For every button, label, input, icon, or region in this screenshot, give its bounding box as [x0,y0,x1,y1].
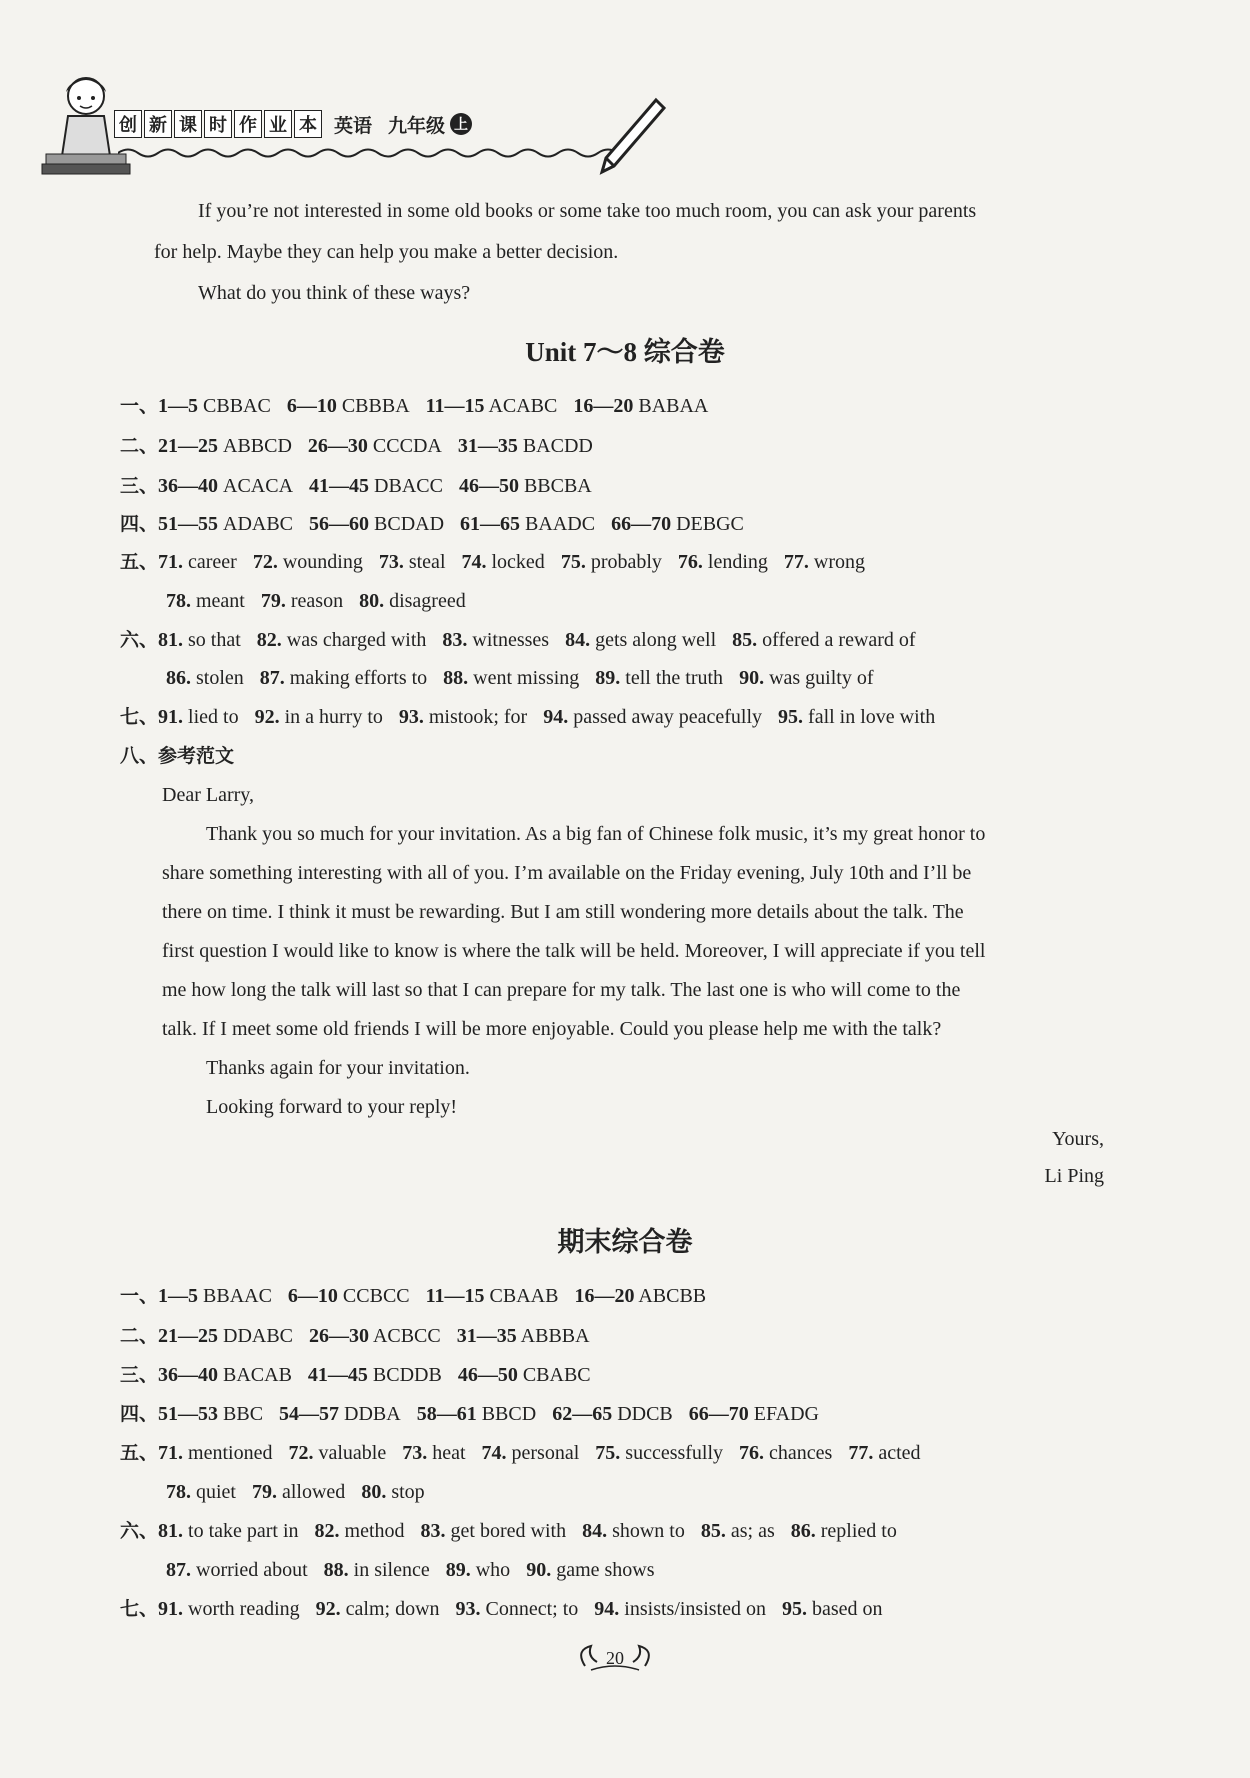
answer-row: 87. worried about 88. in silence 89. who 90. game shows [166,1559,655,1581]
answer-row: 78. quiet 79. allowed 80. stop [166,1481,425,1503]
letter-line: share something interesting with all of you. I’m available on the Friday evening, July 10th and I’ll be [162,862,972,884]
answer-row: 二、21—25 DDABC 26—30 ACBCC 31—35 ABBBA [120,1325,590,1347]
grade-label: 九年级 [388,114,446,137]
brand-char: 创 [114,110,142,138]
letter-line: there on time. I think it must be rewarding. But I am still wondering more details about the talk. The [162,901,964,923]
intro-line: for help. Maybe they can help you make a better decision. [154,241,619,263]
letter-line: Thank you so much for your invitation. As a big fan of Chinese folk music, it’s my great honor to [206,823,986,845]
answer-row: 三、36—40 BACAB 41—45 BCDDB 46—50 CBABC [120,1364,591,1386]
brand-char: 课 [174,110,202,138]
letter-line: me how long the talk will last so that I can prepare for my talk. The last one is who will come to the [162,979,961,1001]
answer-row: 三、36—40 ACACA 41—45 DBACC 46—50 BBCBA [120,475,592,497]
brand-char: 作 [234,110,262,138]
letter-greeting: Dear Larry, [162,784,254,806]
answer-row: 六、81. to take part in 82. method 83. get bored with 84. shown to 85. as; as 86. replied to [120,1520,897,1542]
answer-row: 五、71. mentioned 72. valuable 73. heat 74. personal 75. successfully 76. chances 77. acted [120,1442,921,1464]
brand-char: 时 [204,110,232,138]
answer-row: 六、81. so that 82. was charged with 83. witnesses 84. gets along well 85. offered a reward of [120,629,916,651]
answer-row: 78. meant 79. reason 80. disagreed [166,590,466,612]
subject-label: 英语 [334,114,373,137]
answer-row: 一、1—5 CBBAC 6—10 CBBBA 11—15 ACABC 16—20 BABAA [120,395,709,417]
page-header [36,58,676,188]
answer-row: 一、1—5 BBAAC 6—10 CCBCC 11—15 CBAAB 16—20 ABCBB [120,1285,707,1307]
letter-line: talk. If I meet some old friends I will be more enjoyable. Could you please help me with the talk? [162,1018,942,1040]
answer-row: 五、71. career 72. wounding 73. steal 74. locked 75. probably 76. lending 77. wrong [120,551,866,573]
pencil-icon [596,96,666,176]
term-badge: 上 [450,113,472,135]
letter-looking: Looking forward to your reply! [206,1096,458,1118]
answer-row: 七、91. lied to 92. in a hurry to 93. mistook; for 94. passed away peacefully 95. fall in love with [120,706,936,728]
intro-line: What do you think of these ways? [198,282,471,304]
brand-char: 本 [294,110,322,138]
brand-title [114,110,472,138]
letter-line: first question I would like to know is where the talk will be held. Moreover, I will appreciate if you tell [162,940,986,962]
answer-row: 八、参考范文 [120,745,235,767]
section-title: 期末综合卷 [557,1227,693,1257]
section-title: Unit 7～8 综合卷 [525,337,725,367]
page-number [565,1640,665,1676]
letter-closing: Yours, [1052,1128,1104,1150]
letter-signature: Li Ping [1044,1165,1104,1187]
answer-row: 四、51—55 ADABC 56—60 BCDAD 61—65 BAADC 66—70 DEBGC [120,513,744,535]
answer-row: 七、91. worth reading 92. calm; down 93. Connect; to 94. insists/insisted on 95. based on [120,1598,883,1620]
brand-char: 新 [144,110,172,138]
answer-row: 86. stolen 87. making efforts to 88. went missing 89. tell the truth 90. was guilty of [166,667,874,689]
wave-divider [118,146,638,160]
page-number-label: 20 [606,1647,624,1668]
letter-thanks: Thanks again for your invitation. [206,1057,470,1079]
answer-row: 四、51—53 BBC 54—57 DDBA 58—61 BBCD 62—65 DDCB 66—70 EFADG [120,1403,819,1425]
intro-line: If you’re not interested in some old books or some take too much room, you can ask your parents [198,200,977,222]
answer-row: 二、21—25 ABBCD 26—30 CCCDA 31—35 BACDD [120,435,593,457]
brand-char: 业 [264,110,292,138]
